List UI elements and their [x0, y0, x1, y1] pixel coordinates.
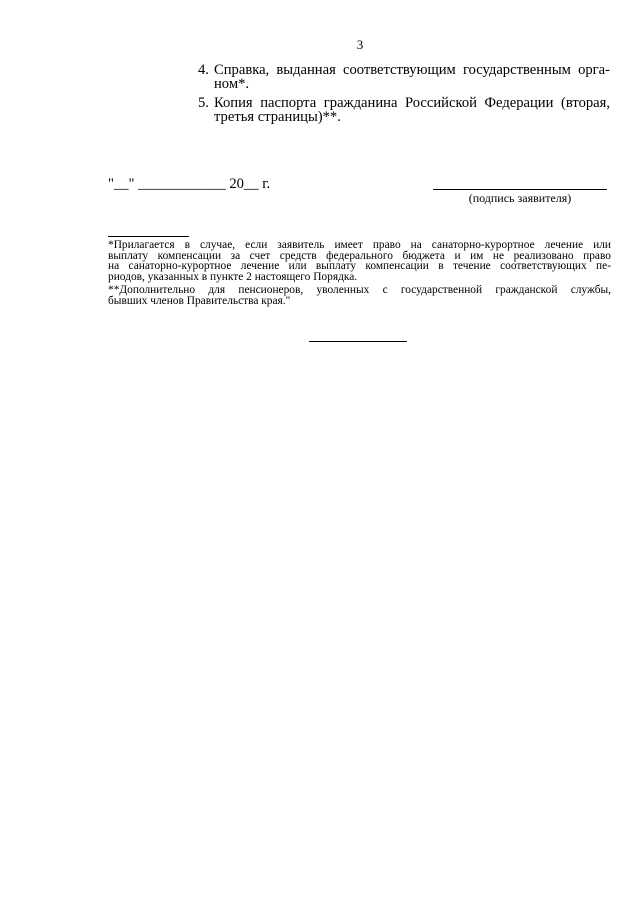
- list-item-text-line: третья страницы)**.: [214, 109, 341, 125]
- document-end-line: [309, 341, 407, 342]
- date-field: "__" ____________ 20__ г.: [108, 176, 271, 192]
- list-item-4: [198, 63, 610, 91]
- footnote-1: [108, 240, 611, 282]
- list-item-5: [198, 96, 610, 124]
- list-item-text-line: Копия паспорта гражданина Российской Федерации (вторая,: [214, 95, 610, 111]
- footnote-line: риодов, указанных в пункте 2 настоящего Порядка.: [108, 270, 358, 283]
- footnote-separator: [108, 236, 189, 237]
- footnote-2: [108, 285, 611, 306]
- footnote-line: на санаторно-курортное лечение или выплату компенсации в течение соответствующих пе-: [108, 260, 611, 272]
- footnote-line: бывших членов Правительства края.": [108, 294, 291, 307]
- list-item-text-line: Справка, выданная соответствующим государственным орга-: [214, 62, 610, 78]
- list-item-number: 5.: [198, 95, 209, 111]
- list-item-text-line: ном*.: [214, 76, 250, 92]
- signature-line: [433, 189, 607, 190]
- footnote-line: **Дополнительно для пенсионеров, уволенных с государственной гражданской службы,: [108, 284, 611, 296]
- signature-caption: (подпись заявителя): [468, 191, 572, 205]
- footnote-line: выплату компенсации за счет средств федерального бюджета и им не реализовано право: [108, 249, 611, 262]
- footnote-line: *Прилагается в случае, если заявитель имеет право на санаторно-курортное лечение или: [108, 239, 611, 251]
- page-number: 3: [356, 37, 364, 52]
- list-item-number: 4.: [198, 62, 209, 78]
